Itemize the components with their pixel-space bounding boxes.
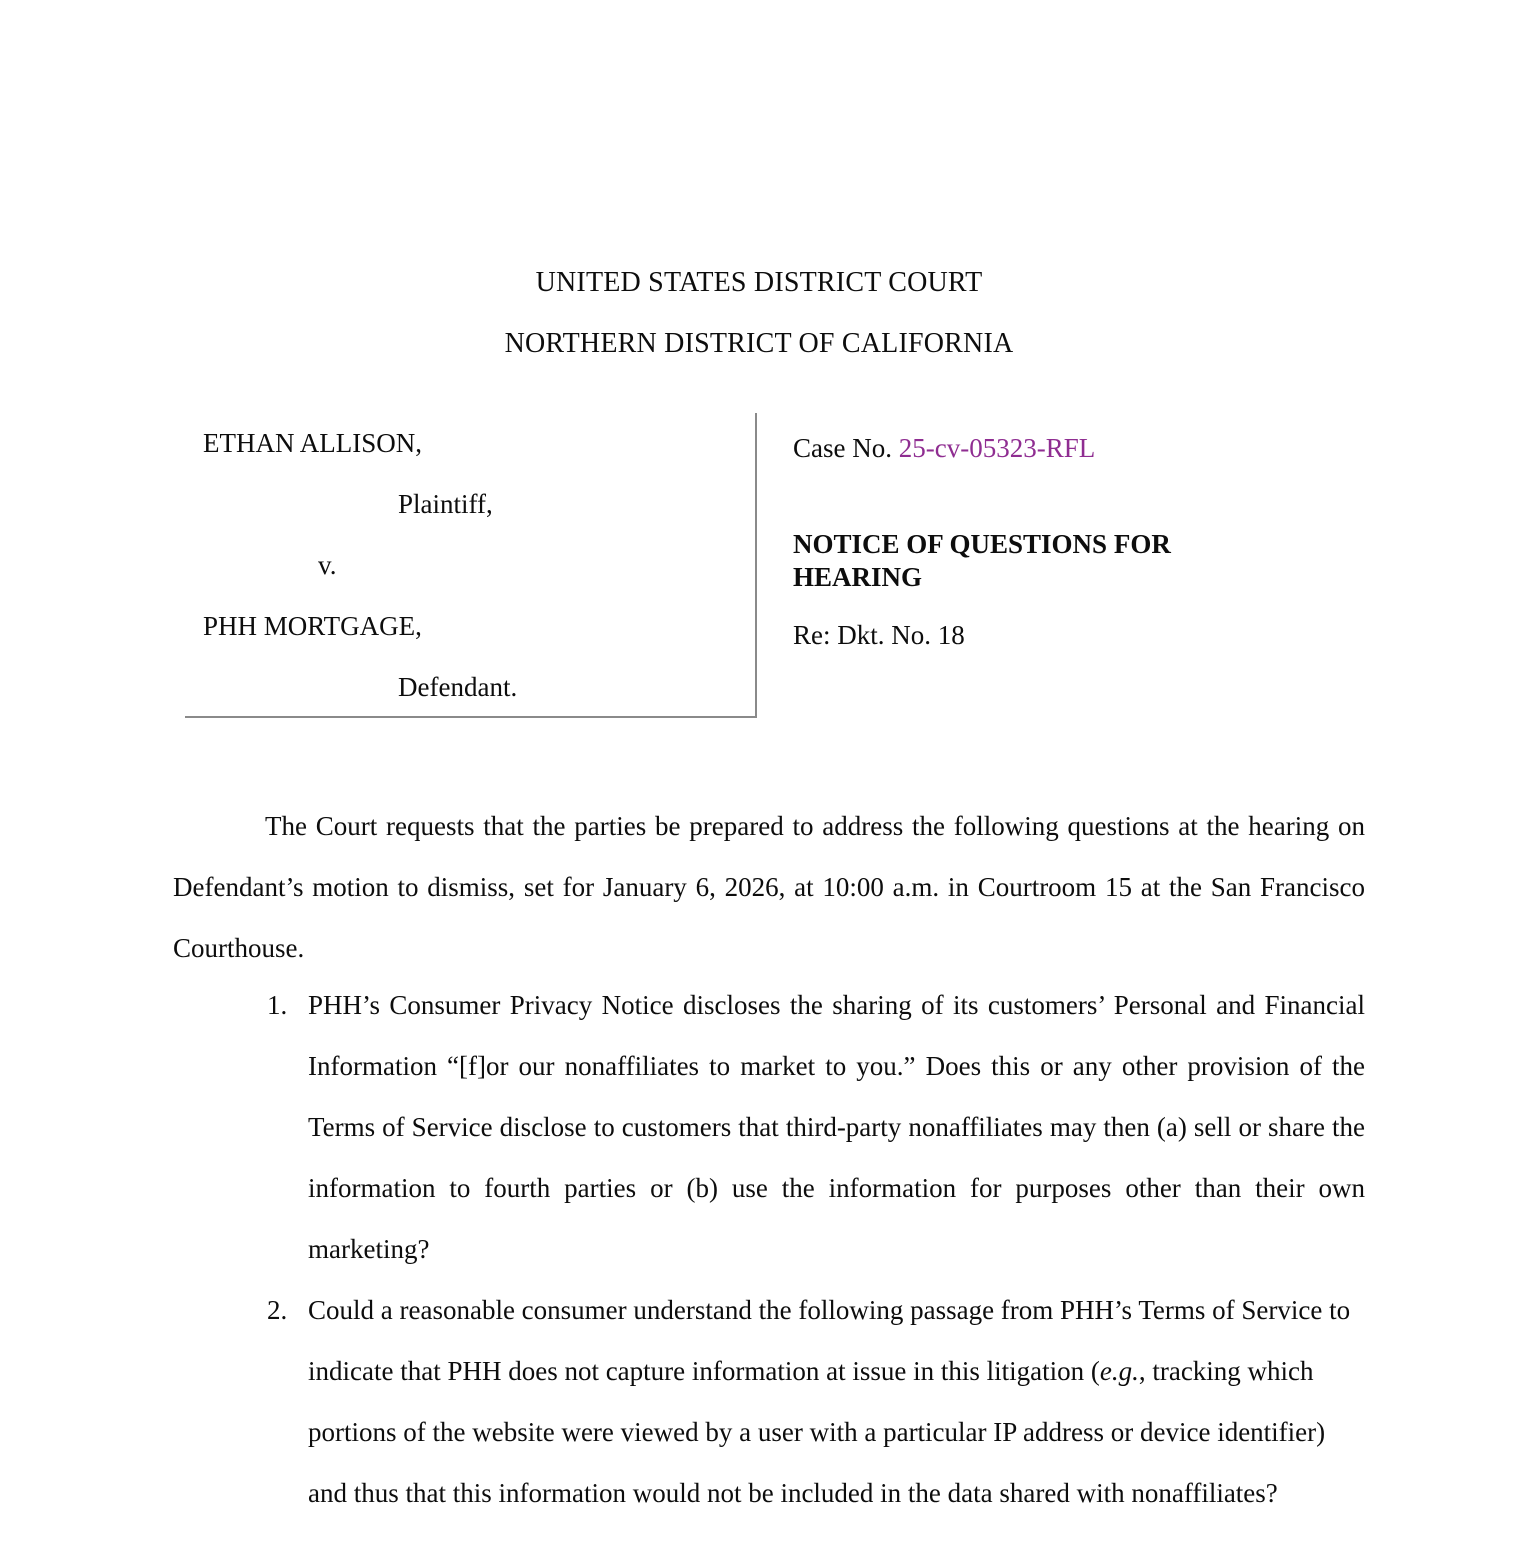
case-number-line bbox=[793, 431, 1353, 465]
caption-block bbox=[185, 413, 1375, 718]
plaintiff-role-label: Plaintiff, bbox=[398, 489, 493, 519]
question-italic-segment: e.g. bbox=[1099, 1356, 1139, 1386]
intro-paragraph: The Court requests that the parties be prepared to address the following questions at the hearing on Defendant’s motion to dismiss, set for January 6, 2026, at 10:00 a.m. in Courtroom 15 at the San Francisco Courthouse. bbox=[173, 811, 1365, 963]
docket-reference: Re: Dkt. No. 18 bbox=[793, 620, 965, 650]
caption-vertical-divider bbox=[755, 413, 757, 718]
questions-list bbox=[267, 975, 1365, 1524]
document-title: NOTICE OF QUESTIONS FOR HEARING bbox=[793, 529, 1171, 592]
question-text-part-2: , tracking which portions of the website were viewed by a user with a particular IP address or device identifier) and thus that this information would not be included in the data shared with nonaffiliates? bbox=[308, 1356, 1326, 1508]
court-header bbox=[0, 252, 1518, 374]
court-district-line: NORTHERN DISTRICT OF CALIFORNIA bbox=[504, 328, 1014, 359]
plaintiff-name: ETHAN ALLISON, bbox=[203, 428, 422, 458]
question-text-part-1: Could a reasonable consumer understand the following passage from PHH’s Terms of Service to indicate that PHH does not capture information at issue in this litigation ( bbox=[308, 1295, 1351, 1386]
caption-case-info bbox=[793, 431, 1353, 652]
question-text-part-1: PHH’s Consumer Privacy Notice discloses the sharing of its customers’ Personal and Financial Information “[f]or our nonaffiliates to market to you.” Does this or any other provision of the Terms of Service disclose to customers that third-party nonaffiliates may then (a) sell or share the information to fourth parties or (b) use the information for purposes other than their own marketing? bbox=[308, 990, 1365, 1264]
defendant-name: PHH MORTGAGE, bbox=[203, 611, 422, 641]
question-item bbox=[267, 1280, 1365, 1524]
question-text bbox=[308, 975, 1365, 1280]
court-name-line: UNITED STATES DISTRICT COURT bbox=[535, 267, 983, 298]
question-text bbox=[308, 1280, 1365, 1524]
question-item bbox=[267, 975, 1365, 1280]
case-number-label: Case No. bbox=[793, 433, 892, 463]
versus-label: v. bbox=[318, 550, 337, 580]
defendant-role-label: Defendant. bbox=[398, 672, 518, 702]
caption-parties bbox=[203, 413, 743, 718]
question-number: 1. bbox=[267, 990, 288, 1020]
case-number-value[interactable]: 25-cv-05323-RFL bbox=[898, 433, 1096, 463]
question-number: 2. bbox=[267, 1295, 288, 1325]
body-text bbox=[173, 796, 1365, 979]
